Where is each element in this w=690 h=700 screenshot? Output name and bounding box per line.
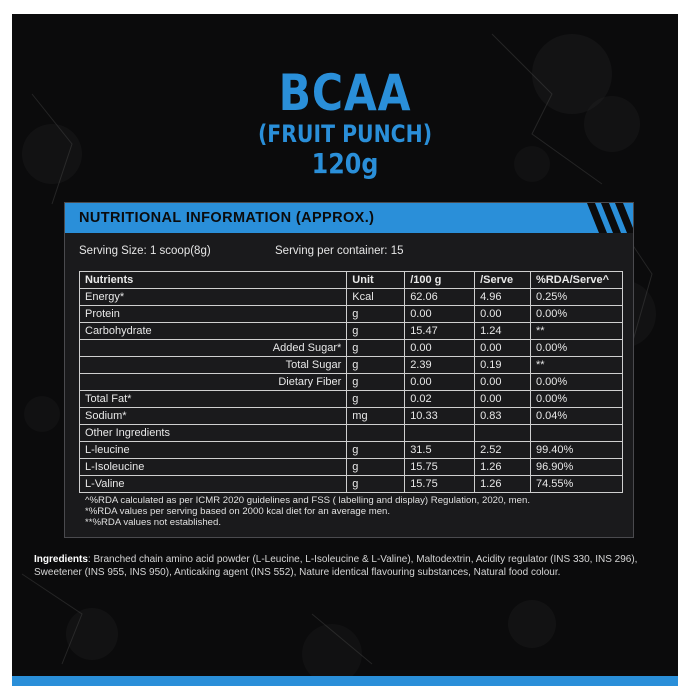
- nutrient-name: Carbohydrate: [80, 323, 347, 340]
- nutrient-rda: 96.90%: [531, 459, 623, 476]
- nutrient-per100: 15.47: [405, 323, 475, 340]
- nutrient-per100: 0.00: [405, 340, 475, 357]
- nutrient-serve: 0.00: [475, 391, 531, 408]
- nutrient-rda: 74.55%: [531, 476, 623, 493]
- nutrient-unit: g: [347, 340, 405, 357]
- column-header: /100 g: [405, 272, 475, 289]
- column-header: %RDA/Serve^: [531, 272, 623, 289]
- nutrient-name: Protein: [80, 306, 347, 323]
- nutrient-serve: 0.19: [475, 357, 531, 374]
- nutrient-name: Added Sugar*: [80, 340, 347, 357]
- nutrient-name: Dietary Fiber: [80, 374, 347, 391]
- nutrient-serve: 2.52: [475, 442, 531, 459]
- nutrient-unit: g: [347, 459, 405, 476]
- table-row: [80, 289, 623, 306]
- stripes-decoration: [577, 203, 633, 233]
- ingredients-label: Ingredients: [34, 554, 88, 565]
- note-line: **%RDA values not established.: [85, 517, 221, 528]
- column-header: Unit: [347, 272, 405, 289]
- nutrient-name: Sodium*: [80, 408, 347, 425]
- nutrient-name: L-leucine: [80, 442, 347, 459]
- nutrient-serve: 1.26: [475, 476, 531, 493]
- nutrient-name: Energy*: [80, 289, 347, 306]
- column-header: Nutrients: [80, 272, 347, 289]
- nutrient-rda: **: [531, 357, 623, 374]
- nutrient-per100: 0.00: [405, 374, 475, 391]
- nutrient-unit: [347, 425, 405, 442]
- nutrient-rda: 0.00%: [531, 391, 623, 408]
- bottom-accent-bar: [12, 676, 678, 686]
- nutrient-serve: 1.24: [475, 323, 531, 340]
- table-row: [80, 340, 623, 357]
- nutrient-serve: 0.00: [475, 374, 531, 391]
- nutrient-unit: g: [347, 323, 405, 340]
- nutrient-per100: 2.39: [405, 357, 475, 374]
- nutrient-name: Total Sugar: [80, 357, 347, 374]
- nutrition-box: [64, 202, 634, 538]
- product-name: BCAA: [278, 64, 412, 122]
- table-row: [80, 391, 623, 408]
- nutrient-rda: 0.00%: [531, 374, 623, 391]
- nutrient-per100: 10.33: [405, 408, 475, 425]
- nutrient-serve: [475, 425, 531, 442]
- product-flavour: (FRUIT PUNCH): [257, 120, 433, 148]
- nutrient-unit: g: [347, 306, 405, 323]
- nutrient-unit: g: [347, 442, 405, 459]
- nutrient-serve: 1.26: [475, 459, 531, 476]
- ingredients-block: [34, 554, 654, 579]
- nutrient-rda: [531, 425, 623, 442]
- nutrient-rda: 0.00%: [531, 306, 623, 323]
- nutrient-name: Other Ingredients: [80, 425, 347, 442]
- nutrient-rda: 0.04%: [531, 408, 623, 425]
- nutrient-unit: g: [347, 357, 405, 374]
- nutrition-table: [79, 271, 623, 493]
- note-line: *%RDA values per serving based on 2000 kcal diet for an average men.: [85, 506, 391, 517]
- nutrient-rda: 99.40%: [531, 442, 623, 459]
- nutrient-unit: g: [347, 391, 405, 408]
- nutrient-unit: Kcal: [347, 289, 405, 306]
- product-weight: 120g: [311, 147, 379, 180]
- ingredients-text: : Branched chain amino acid powder (L-Leucine, L-Isoleucine & L-Valine), Maltodextrin, Acidity regulator (INS 330, INS 296), Sweetener (INS 955, INS 950), Anticaking agent (INS 552), Nature identical flavouring substances, Natural food colour.: [34, 554, 638, 578]
- nutrient-rda: 0.00%: [531, 340, 623, 357]
- nutrition-header: [65, 203, 633, 233]
- nutrient-serve: 4.96: [475, 289, 531, 306]
- nutrient-name: Total Fat*: [80, 391, 347, 408]
- column-header: /Serve: [475, 272, 531, 289]
- table-header-row: [80, 272, 623, 289]
- table-row: [80, 476, 623, 493]
- nutrient-rda: **: [531, 323, 623, 340]
- table-row: [80, 408, 623, 425]
- nutrition-heading: NUTRITIONAL INFORMATION (APPROX.): [79, 210, 375, 226]
- nutrient-serve: 0.00: [475, 340, 531, 357]
- servings-per-container: Serving per container: 15: [275, 245, 404, 257]
- nutrient-unit: g: [347, 476, 405, 493]
- nutrient-per100: 15.75: [405, 476, 475, 493]
- table-row: [80, 357, 623, 374]
- nutrient-per100: [405, 425, 475, 442]
- nutrient-per100: 62.06: [405, 289, 475, 306]
- nutrient-per100: 0.00: [405, 306, 475, 323]
- serving-size: Serving Size: 1 scoop(8g): [79, 245, 211, 257]
- table-row: [80, 425, 623, 442]
- nutrient-per100: 31.5: [405, 442, 475, 459]
- table-row: [80, 306, 623, 323]
- nutrient-name: L-Isoleucine: [80, 459, 347, 476]
- nutrient-unit: g: [347, 374, 405, 391]
- table-row: [80, 374, 623, 391]
- nutrient-serve: 0.00: [475, 306, 531, 323]
- nutrient-per100: 0.02: [405, 391, 475, 408]
- note-line: ^%RDA calculated as per ICMR 2020 guidelines and FSS ( labelling and display) Regulation, 2020, men.: [85, 495, 530, 506]
- nutrient-serve: 0.83: [475, 408, 531, 425]
- table-row: [80, 323, 623, 340]
- table-row: [80, 442, 623, 459]
- product-title: [12, 66, 678, 180]
- nutrient-rda: 0.25%: [531, 289, 623, 306]
- nutrition-notes: [85, 495, 530, 528]
- nutrient-per100: 15.75: [405, 459, 475, 476]
- nutrient-unit: mg: [347, 408, 405, 425]
- nutrient-name: L-Valine: [80, 476, 347, 493]
- table-row: [80, 459, 623, 476]
- product-panel: [12, 14, 678, 686]
